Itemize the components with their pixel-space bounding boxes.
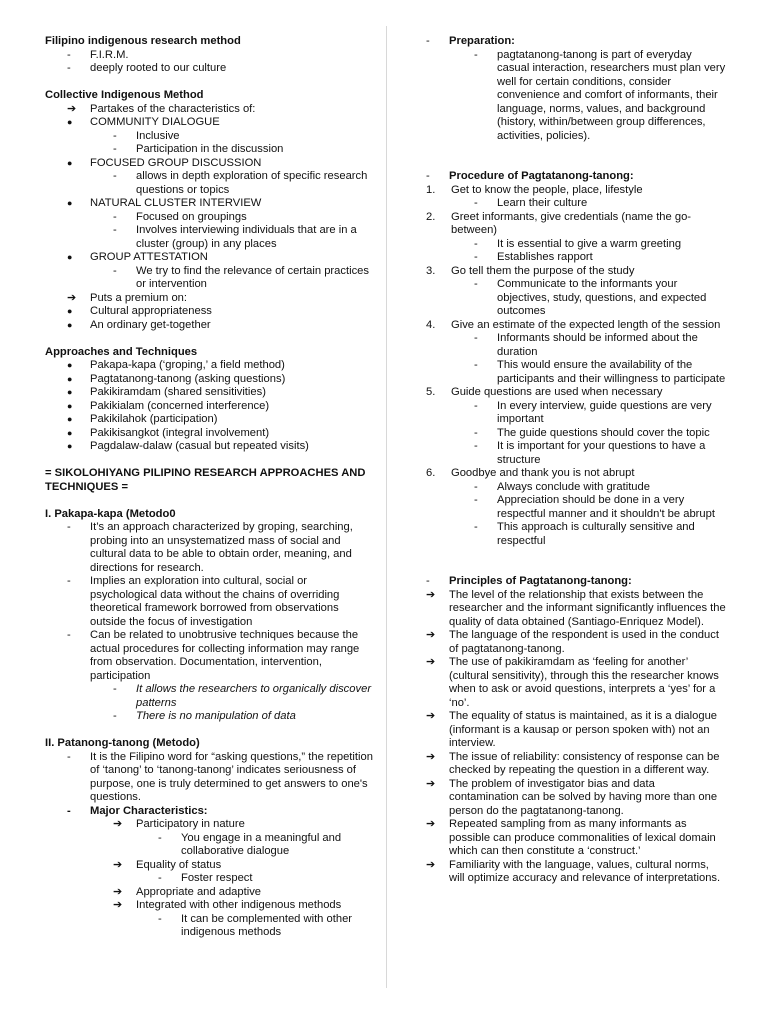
item-text: Pakapa-kapa (‘groping,’ a field method) xyxy=(90,359,285,371)
list-item xyxy=(45,211,373,225)
list-item xyxy=(45,49,373,63)
list-item xyxy=(45,400,373,414)
list-item xyxy=(426,467,726,481)
item-text: Filipino indigenous research method xyxy=(45,35,241,47)
list-item xyxy=(426,359,726,386)
list-item xyxy=(426,859,726,886)
list-item xyxy=(426,427,726,441)
dash-marker: - xyxy=(426,35,430,47)
list-item xyxy=(426,319,726,333)
item-text: allows in depth exploration of specific research questions or topics xyxy=(136,170,368,196)
item-text: The problem of investigator bias and data contamination can be solved by having more than one person do the pagtatanong-tanong. xyxy=(449,777,718,817)
dash-marker: - xyxy=(158,912,162,925)
arrow-right-icon: ➔ xyxy=(426,710,436,722)
arrow-right-icon: ➔ xyxy=(113,858,123,871)
item-text: You engage in a meaningful and collaborative dialogue xyxy=(181,831,342,857)
dash-marker: - xyxy=(67,629,71,641)
item-text: It is important for your questions to have a structure xyxy=(497,440,706,466)
bullet-icon: ● xyxy=(67,427,73,438)
arrow-right-icon: ➔ xyxy=(426,818,436,830)
dash-marker: - xyxy=(67,48,71,61)
blank-line xyxy=(426,157,726,171)
list-item xyxy=(426,386,726,400)
bullet-icon: ● xyxy=(67,306,73,316)
item-text: Cultural appropriateness xyxy=(90,305,212,317)
dash-marker: - xyxy=(113,224,117,236)
item-text: Get to know the people, place, lifestyle xyxy=(451,183,643,196)
list-item xyxy=(45,319,373,333)
item-text: I. Pakapa-kapa (Metodo0 xyxy=(45,507,176,520)
list-number: 6. xyxy=(426,467,436,479)
list-item xyxy=(45,575,373,629)
item-text: = SIKOLOHIYANG PILIPINO RESEARCH APPROACHES AND TECHNIQUES = xyxy=(45,467,366,493)
list-item xyxy=(45,899,373,913)
item-text: Establishes rapport xyxy=(497,251,593,263)
dash-marker: - xyxy=(474,426,478,439)
list-item xyxy=(45,886,373,900)
list-item xyxy=(45,751,373,805)
item-text: Repeated sampling from as many informants as possible can produce commonalities of lexical domain which can then constitute a ‘construct.’ xyxy=(449,818,716,857)
item-text: NATURAL CLUSTER INTERVIEW xyxy=(90,197,262,209)
list-item xyxy=(426,481,726,495)
list-item xyxy=(45,427,373,441)
list-item xyxy=(45,143,373,157)
bullet-icon: ● xyxy=(67,400,73,411)
item-text: Pakikisangkot (integral involvement) xyxy=(90,426,270,439)
item-text: GROUP ATTESTATION xyxy=(90,251,208,263)
dash-marker: - xyxy=(67,521,71,533)
item-text: Approaches and Techniques xyxy=(45,345,198,358)
dash-marker: - xyxy=(474,521,478,533)
item-text: The guide questions should cover the topic xyxy=(497,426,710,439)
item-text: pagtatanong-tanong is part of everyday casual interaction, researchers must plan very well for certain conditions, consider convenience and comfort of informants, their language, norms, values, and background (history, within/between group differences, activities, policies). xyxy=(497,48,726,142)
item-text: Involves interviewing individuals that are in a cluster (group) in any places xyxy=(136,224,357,250)
bullet-icon: ● xyxy=(67,117,73,127)
blank-line xyxy=(45,332,373,346)
section-heading xyxy=(45,89,373,103)
list-item xyxy=(426,494,726,521)
dash-marker: - xyxy=(474,359,478,371)
item-text: Go tell them the purpose of the study xyxy=(451,264,635,277)
item-text: It’s an approach characterized by groping, searching, probing into an unsystematized mass of social and cultural data to be able to obtain order, meaning, and directions for research. xyxy=(90,521,353,574)
list-item xyxy=(45,170,373,197)
section-heading xyxy=(426,35,726,49)
list-number: 3. xyxy=(426,264,436,277)
item-text: deeply rooted to our culture xyxy=(90,62,227,74)
item-text: The level of the relationship that exists between the researcher and the informant significantly influences the quality of data obtained (Santiago-Enriquez Model). xyxy=(449,588,726,628)
list-item xyxy=(45,305,373,319)
item-text: Learn their culture xyxy=(497,197,588,209)
dash-marker: - xyxy=(67,750,71,763)
item-text: Familiarity with the language, values, cultural norms, will optimize accuracy and relevance of interpretations. xyxy=(449,858,721,884)
list-item xyxy=(426,211,726,238)
item-text: Can be related to unobtrusive techniques because the actual procedures for collecting information may range from observation. Documentation, intervention, participation xyxy=(90,629,360,682)
blank-line xyxy=(45,76,373,90)
list-item xyxy=(45,859,373,873)
list-item xyxy=(45,359,373,373)
list-item xyxy=(45,251,373,265)
dash-marker: - xyxy=(158,872,162,884)
list-item xyxy=(45,413,373,427)
bullet-icon: ● xyxy=(67,414,73,424)
dash-marker: - xyxy=(474,332,478,344)
list-item xyxy=(45,629,373,683)
list-item xyxy=(426,521,726,548)
section-heading xyxy=(45,805,373,819)
bullet-icon: ● xyxy=(67,441,73,451)
arrow-right-icon: ➔ xyxy=(426,777,436,790)
list-item xyxy=(45,521,373,575)
item-text: Equality of status xyxy=(136,858,222,871)
dash-marker: - xyxy=(474,440,478,452)
item-text: Informants should be informed about the duration xyxy=(497,332,698,358)
list-number: 4. xyxy=(426,318,436,331)
dash-marker: - xyxy=(67,804,71,817)
list-item xyxy=(426,184,726,198)
item-text: Appropriate and adaptive xyxy=(136,885,262,898)
item-text: Pagtatanong-tanong (asking questions) xyxy=(90,372,286,385)
item-text: Communicate to the informants your objectives, study, questions, and expected outcomes xyxy=(497,278,707,317)
blank-line xyxy=(426,562,726,576)
list-item xyxy=(45,872,373,886)
blank-line xyxy=(45,494,373,508)
item-text: We try to find the relevance of certain practices or intervention xyxy=(136,264,369,290)
list-item xyxy=(426,656,726,710)
dash-marker: - xyxy=(474,278,478,290)
blank-line xyxy=(426,548,726,562)
right-column xyxy=(426,35,726,886)
bullet-icon: ● xyxy=(67,373,73,384)
dash-marker: - xyxy=(426,575,430,587)
arrow-right-icon: ➔ xyxy=(67,102,77,115)
list-item xyxy=(426,818,726,859)
dash-marker: - xyxy=(113,143,117,155)
item-text: Implies an exploration into cultural, social or psychological data without the chains of overriding theoretical framework borrowed from observations outside the focus of investigation xyxy=(90,575,340,628)
section-heading xyxy=(45,35,373,49)
item-text: Puts a premium on: xyxy=(90,291,188,304)
section-heading xyxy=(426,170,726,184)
item-text: Always conclude with gratitude xyxy=(497,480,650,493)
dash-marker: - xyxy=(113,710,117,722)
item-text: Preparation: xyxy=(449,35,515,47)
section-heading xyxy=(45,346,373,360)
column-divider xyxy=(386,26,387,988)
list-item xyxy=(45,292,373,306)
blank-line xyxy=(426,143,726,157)
item-text: Pakikiramdam (shared sensitivities) xyxy=(90,386,266,398)
dash-marker: - xyxy=(474,237,478,250)
item-text: Goodbye and thank you is not abrupt xyxy=(451,467,635,479)
list-item xyxy=(45,683,373,710)
list-item xyxy=(45,913,373,940)
item-text: F.I.R.M. xyxy=(90,48,129,61)
section-heading xyxy=(45,737,373,751)
bullet-icon: ● xyxy=(67,198,73,208)
item-text: This would ensure the availability of the participants and their willingness to participate xyxy=(497,359,726,385)
dash-marker: - xyxy=(113,264,117,277)
item-text: The equality of status is maintained, as it is a dialogue (informant is a kausap or person spoken with) not an interview. xyxy=(449,710,718,749)
list-item xyxy=(426,751,726,778)
arrow-right-icon: ➔ xyxy=(67,291,77,304)
item-text: It allows the researchers to organically discover patterns xyxy=(136,683,372,709)
arrow-right-icon: ➔ xyxy=(113,885,123,898)
bullet-icon: ● xyxy=(67,157,73,168)
list-item xyxy=(45,440,373,454)
item-text: This approach is culturally sensitive and respectful xyxy=(497,521,695,547)
bullet-icon: ● xyxy=(67,387,73,397)
item-text: Foster respect xyxy=(181,872,253,884)
item-text: There is no manipulation of data xyxy=(136,710,296,722)
list-item xyxy=(45,224,373,251)
arrow-right-icon: ➔ xyxy=(426,750,436,763)
arrow-right-icon: ➔ xyxy=(426,588,436,601)
item-text: It can be complemented with other indigenous methods xyxy=(181,912,353,938)
item-text: The use of pakikiramdam as ‘feeling for another’ (cultural sensitivity), through this the researcher knows when to ask or avoid questions, interprets a ‘yes’ for a ‘no’. xyxy=(449,656,719,709)
list-item xyxy=(45,265,373,292)
item-text: Guide questions are used when necessary xyxy=(451,386,663,398)
dash-marker: - xyxy=(158,831,162,844)
left-column xyxy=(45,35,373,940)
arrow-right-icon: ➔ xyxy=(426,656,436,668)
item-text: Partakes of the characteristics of: xyxy=(90,102,256,115)
dash-marker: - xyxy=(67,62,71,74)
dash-marker: - xyxy=(113,129,117,142)
item-text: Appreciation should be done in a very respectful manner and it shouldn't be abrupt xyxy=(497,494,715,520)
dash-marker: - xyxy=(474,494,478,506)
blank-line xyxy=(45,724,373,738)
list-item xyxy=(426,197,726,211)
item-text: Integrated with other indigenous methods xyxy=(136,899,342,911)
list-item xyxy=(45,832,373,859)
item-text: Give an estimate of the expected length of the session xyxy=(451,318,721,331)
item-text: Participatory in nature xyxy=(136,818,245,830)
list-item xyxy=(426,238,726,252)
bullet-icon: ● xyxy=(67,252,73,262)
dash-marker: - xyxy=(113,210,117,223)
item-text: Pakikilahok (participation) xyxy=(90,413,218,425)
list-item xyxy=(45,373,373,387)
dash-marker: - xyxy=(474,48,478,61)
item-text: Pakikialam (concerned interference) xyxy=(90,399,270,412)
list-item xyxy=(426,589,726,630)
item-text: Participation in the discussion xyxy=(136,143,284,155)
list-number: 1. xyxy=(426,183,436,196)
list-item xyxy=(426,278,726,319)
list-item xyxy=(45,386,373,400)
list-item xyxy=(426,332,726,359)
list-item xyxy=(45,103,373,117)
dash-marker: - xyxy=(113,683,117,695)
bullet-icon: ● xyxy=(67,319,73,330)
list-item xyxy=(426,49,726,144)
section-heading xyxy=(45,508,373,522)
list-item xyxy=(426,778,726,819)
list-item xyxy=(45,62,373,76)
item-text: Procedure of Pagtatanong-tanong: xyxy=(449,170,634,182)
list-item xyxy=(426,265,726,279)
item-text: Collective Indigenous Method xyxy=(45,89,204,101)
arrow-right-icon: ➔ xyxy=(113,818,123,830)
list-item xyxy=(45,116,373,130)
item-text: It is the Filipino word for “asking questions,” the repetition of ‘tanong’ to ‘tanong-tanong’ indicates seriousness of purpose, one is truly determined to get answers to one's questions. xyxy=(90,750,373,803)
item-text: Pagdalaw-dalaw (casual but repeated visits) xyxy=(90,440,309,452)
bullet-icon: ● xyxy=(67,360,73,370)
item-text: COMMUNITY DIALOGUE xyxy=(90,116,220,128)
item-text: Greet informants, give credentials (name the go-between) xyxy=(451,210,692,236)
dash-marker: - xyxy=(474,480,478,493)
item-text: Principles of Pagtatanong-tanong: xyxy=(449,575,632,587)
list-item xyxy=(426,629,726,656)
item-text: Inclusive xyxy=(136,129,180,142)
list-item xyxy=(426,440,726,467)
arrow-right-icon: ➔ xyxy=(113,899,123,911)
list-item xyxy=(45,197,373,211)
list-item xyxy=(45,157,373,171)
item-text: II. Patanong-tanong (Metodo) xyxy=(45,737,200,749)
item-text: The language of the respondent is used in the conduct of pagtatanong-tanong. xyxy=(449,629,719,655)
list-item xyxy=(45,818,373,832)
list-item xyxy=(426,251,726,265)
list-item xyxy=(426,400,726,427)
section-heading xyxy=(45,467,373,494)
list-item xyxy=(426,710,726,751)
item-text: It is essential to give a warm greeting xyxy=(497,237,682,250)
dash-marker: - xyxy=(426,170,430,182)
arrow-right-icon: ➔ xyxy=(426,629,436,641)
item-text: An ordinary get-together xyxy=(90,318,211,331)
list-number: 5. xyxy=(426,386,436,398)
dash-marker: - xyxy=(474,399,478,412)
item-text: Focused on groupings xyxy=(136,210,247,223)
list-item xyxy=(45,710,373,724)
arrow-right-icon: ➔ xyxy=(426,858,436,871)
item-text: FOCUSED GROUP DISCUSSION xyxy=(90,156,262,169)
item-text: In every interview, guide questions are very important xyxy=(497,399,712,425)
item-text: Major Characteristics: xyxy=(90,804,208,817)
dash-marker: - xyxy=(474,197,478,209)
blank-line xyxy=(45,454,373,468)
item-text: The issue of reliability: consistency of response can be checked by repeating the question in a different way. xyxy=(449,750,720,776)
list-number: 2. xyxy=(426,210,436,223)
section-heading xyxy=(426,575,726,589)
dash-marker: - xyxy=(474,251,478,263)
list-item xyxy=(45,130,373,144)
dash-marker: - xyxy=(67,575,71,587)
dash-marker: - xyxy=(113,170,117,182)
